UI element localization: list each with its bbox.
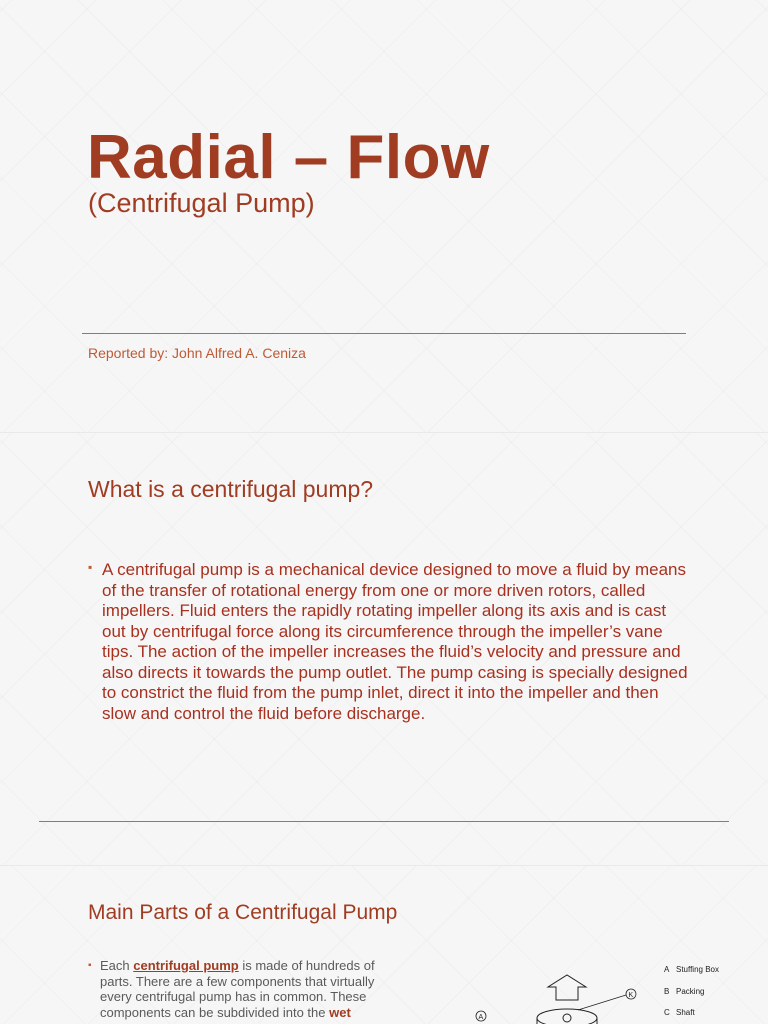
- parts-body: [100, 958, 408, 1020]
- parts-heading: Main Parts of a Centrifugal Pump: [88, 901, 398, 924]
- definition-bullet: [88, 560, 688, 724]
- parts-text-middle: is made of hundreds of parts. There are a few components that virtually every centrifugal pump has in common. These components can be subdivided into the: [100, 958, 375, 1020]
- legend-item: C Shaft: [664, 1008, 695, 1017]
- label-k: K: [628, 992, 634, 999]
- bullet-marker: ▪: [88, 960, 92, 971]
- divider-line: [82, 333, 686, 334]
- outlet-arrow: [548, 975, 586, 1000]
- shaft-hub: [563, 1014, 571, 1022]
- centrifugal-pump-link[interactable]: centrifugal pump: [133, 958, 239, 973]
- parts-bullet: [88, 958, 408, 1020]
- label-a: A: [478, 1014, 484, 1021]
- legend-item: B Packing: [664, 987, 705, 996]
- slide-subtitle: (Centrifugal Pump): [88, 188, 315, 218]
- bullet-marker: ▪: [88, 560, 93, 574]
- definition-heading: What is a centrifugal pump?: [88, 476, 374, 502]
- divider-line: [39, 821, 729, 822]
- parts-text-prefix: Each: [100, 958, 130, 973]
- wet-text: wet: [329, 1004, 351, 1020]
- slide-title: Radial – Flow: [87, 123, 490, 192]
- legend-item: A Stuffing Box: [664, 965, 719, 974]
- reporter-text: Reported by: John Alfred A. Ceniza: [88, 345, 306, 361]
- title-slide: [0, 0, 768, 432]
- definition-body: A centrifugal pump is a mechanical device designed to move a fluid by means of the transfer of rotational energy from one or more driven rotors, called impellers. Fluid enters the rapidly rotating impeller along its axis and is cast out by centrifugal force along its circumference through the impeller’s vane tips. The action of the impeller increases the fluid’s velocity and pressure and also directs it towards the pump outlet. The pump casing is specially designed to constrict the fluid from the pump inlet, direct it into the impeller and then slow and control the fluid before discharge.: [102, 560, 688, 723]
